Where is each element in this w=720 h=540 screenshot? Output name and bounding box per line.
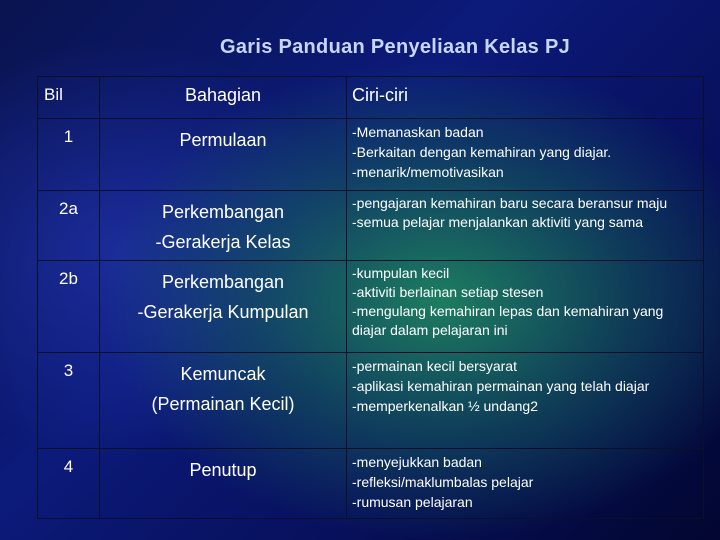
ciri-item: -pengajaran kemahiran baru secara beransur maju bbox=[352, 195, 668, 211]
row-ciri bbox=[347, 119, 704, 191]
bahagian-line: -Gerakerja Kelas bbox=[155, 232, 291, 252]
row-number: 2b bbox=[38, 261, 100, 353]
table-row bbox=[38, 261, 704, 353]
bahagian-line: Perkembangan bbox=[161, 202, 285, 222]
header-ciri: Ciri-ciri bbox=[347, 77, 704, 119]
ciri-item: -Memanaskan badan bbox=[352, 124, 484, 140]
guideline-table bbox=[37, 76, 704, 519]
ciri-item: -mengulang kemahiran lepas dan kemahiran yang diajar dalam pelajaran ini bbox=[352, 303, 664, 338]
ciri-item: -Berkaitan dengan kemahiran yang diajar. bbox=[352, 144, 612, 160]
bahagian-line: Penutup bbox=[189, 460, 257, 480]
row-ciri bbox=[347, 449, 704, 519]
table-row bbox=[38, 449, 704, 519]
ciri-item: -kumpulan kecil bbox=[352, 265, 450, 281]
page-title: Garis Panduan Penyeliaan Kelas PJ bbox=[219, 36, 571, 58]
table-row bbox=[38, 353, 704, 449]
row-number: 2a bbox=[38, 191, 100, 261]
ciri-item: -semua pelajar menjalankan aktiviti yang sama bbox=[352, 214, 644, 230]
ciri-item: -menarik/memotivasikan bbox=[352, 164, 504, 180]
row-number: 4 bbox=[38, 449, 100, 519]
row-number: 3 bbox=[38, 353, 100, 449]
row-bahagian bbox=[100, 353, 347, 449]
row-ciri bbox=[347, 191, 704, 261]
ciri-item: -memperkenalkan ½ undang2 bbox=[352, 398, 539, 414]
ciri-item: -menyejukkan badan bbox=[352, 454, 482, 470]
row-bahagian bbox=[100, 261, 347, 353]
ciri-item: -permainan kecil bersyarat bbox=[352, 358, 517, 374]
ciri-item: -rumusan pelajaran bbox=[352, 494, 473, 510]
row-ciri bbox=[347, 353, 704, 449]
bahagian-line: Perkembangan bbox=[161, 272, 285, 292]
ciri-item: -aktiviti berlainan setiap stesen bbox=[352, 284, 544, 300]
ciri-item: -refleksi/maklumbalas pelajar bbox=[352, 474, 534, 490]
table-header-row bbox=[38, 77, 704, 119]
bahagian-line: Kemuncak bbox=[180, 364, 266, 384]
row-number: 1 bbox=[38, 119, 100, 191]
row-ciri bbox=[347, 261, 704, 353]
bahagian-line: (Permainan Kecil) bbox=[151, 394, 295, 414]
row-bahagian bbox=[100, 119, 347, 191]
table-row bbox=[38, 119, 704, 191]
table-row bbox=[38, 191, 704, 261]
bahagian-line: Permulaan bbox=[179, 130, 267, 150]
row-bahagian bbox=[100, 191, 347, 261]
header-bil: Bil bbox=[38, 77, 100, 119]
ciri-item: -aplikasi kemahiran permainan yang telah diajar bbox=[352, 378, 650, 394]
bahagian-line: -Gerakerja Kumpulan bbox=[137, 302, 309, 322]
row-bahagian bbox=[100, 449, 347, 519]
header-bahagian: Bahagian bbox=[100, 77, 347, 119]
